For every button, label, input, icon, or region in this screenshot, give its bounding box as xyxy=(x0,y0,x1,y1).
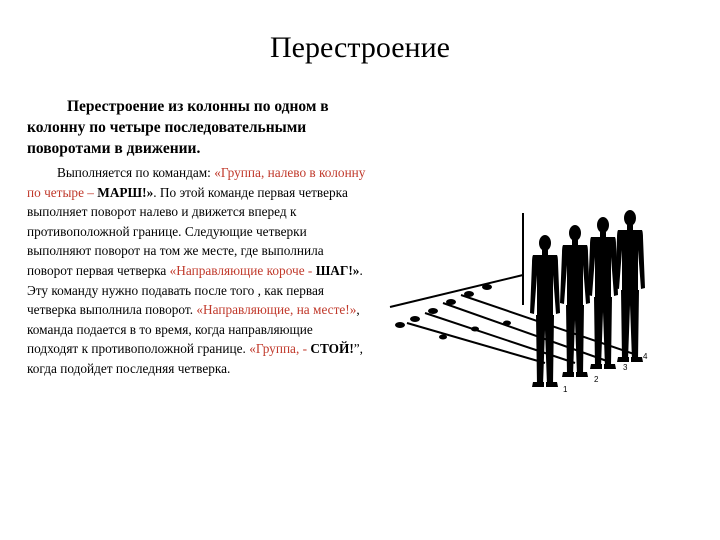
person-silhouette xyxy=(530,235,560,387)
body-segment: ”, когда подойдет последняя четверка. xyxy=(27,341,364,376)
figure-label: 4 xyxy=(643,352,648,361)
body-segment: . По этой команде первая четверка выполняет поворот налево и движется вперед к противоположной границе. Следующие четверки выполняют поворот на том же месте, где выполнила поворот первая четверка xyxy=(27,184,348,278)
command-text: «Группа, - xyxy=(249,341,311,357)
body-paragraph xyxy=(27,163,367,379)
body-segment: Выполняется по командам: xyxy=(57,165,215,180)
person-silhouette xyxy=(615,210,645,362)
body-segment: . Эту команду нужно подавать после того , как первая четверка выполнила поворот. xyxy=(27,262,363,318)
command-emphasis: ШАГ!» xyxy=(315,262,360,278)
figure-label: 2 xyxy=(594,375,599,384)
command-text: «Направляющие, на месте!» xyxy=(196,302,357,318)
body-segment: , команда подается в то время, когда направляющие подходят к противоположной границе. xyxy=(27,302,360,357)
command-emphasis: СТОЙ! xyxy=(310,341,354,357)
floor-edge xyxy=(390,275,523,307)
figure-label: 1 xyxy=(563,385,568,394)
figure-label: 3 xyxy=(623,363,628,372)
text-block xyxy=(27,96,372,379)
command-emphasis: МАРШ!» xyxy=(97,184,154,200)
formation-illustration-svg xyxy=(385,205,685,400)
command-text: «Направляющие короче - xyxy=(169,262,316,278)
lead-paragraph: Перестроение из колонны по одном в колонну по четыре последовательными поворотами в движении. xyxy=(27,98,329,157)
command-text: «Группа, налево в колонну по четыре – xyxy=(27,165,366,200)
slide-title: Перестроение xyxy=(270,31,450,64)
formation-illustration xyxy=(385,205,685,400)
